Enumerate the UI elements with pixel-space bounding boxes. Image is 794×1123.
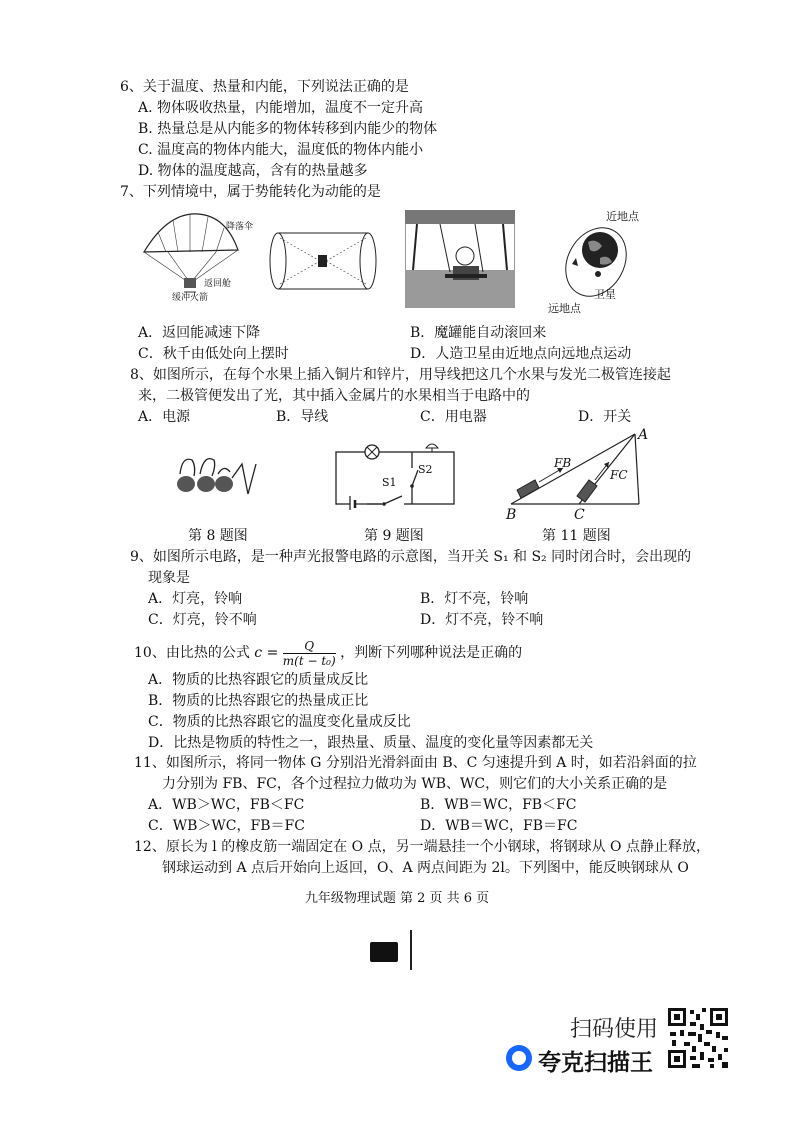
specific-heat-formula [283,639,336,668]
q6-option-d: D. 物体的温度越高，含有的热量越多 [138,163,368,179]
magic-can-figure [268,230,378,292]
scan-artifact-block [370,942,398,962]
q9-stem-line2: 现象是 [148,570,190,586]
label-point-c: C [574,507,585,523]
label-capsule: 返回舱 [204,279,232,289]
label-satellite: 卫星 [594,288,616,301]
q9-option-d: D．灯不亮，铃不响 [420,612,544,628]
label-point-a: A [638,427,649,443]
caption-fig9: 第 9 题图 [364,528,424,544]
q9-option-c: C．灯亮，铃不响 [148,612,257,628]
label-force-fb: FB [554,456,572,470]
scan-use-label: 扫码使用 [570,1017,659,1042]
q10-option-b: B．物质的比热容跟它的热量成正比 [148,693,369,709]
q9-option-b: B．灯不亮，铃响 [420,591,529,607]
scanner-brand: 夸克扫描王 [538,1050,653,1076]
q10-stem [134,636,522,670]
scan-artifact-line [410,930,412,970]
formula-numerator: Q [283,639,336,654]
quark-logo-icon [506,1045,532,1071]
q8-option-d: D．开关 [578,409,632,425]
label-rocket: 缓冲火箭 [172,293,209,303]
q6-option-c: C. 温度高的物体内能大，温度低的物体内能小 [138,142,424,158]
label-perigee: 近地点 [606,210,639,223]
swing-figure [405,210,515,308]
q7-option-a: A．返回能减速下降 [138,325,261,341]
q6-option-a: A. 物体吸收热量，内能增加，温度不一定升高 [138,100,424,116]
q9-option-a: A．灯亮，铃响 [148,591,243,607]
formula-lhs: c = [254,645,279,661]
q7-option-c: C．秋千由低处向上摆时 [138,346,289,362]
q12-stem-line1: 12、原长为 l 的橡皮筋一端固定在 O 点，另一端悬挂一个小钢球，将钢球从 O 点静止释放， [134,839,710,855]
q10-option-c: C．物质的比热容跟它的温度变化量成反比 [148,714,411,730]
label-force-fc: FC [610,468,628,482]
q10-option-d: D．比热是物质的特性之一，跟热量、质量、温度的变化量等因素都无关 [148,735,594,751]
q11-option-b: B．WB＝WC，FB＜FC [420,797,577,813]
q7-option-b: B．魔罐能自动滚回来 [410,325,547,341]
q10-option-a: A．物质的比热容跟它的质量成反比 [148,672,369,688]
q11-stem-line1: 11、如图所示，将同一物体 G 分别沿光滑斜面由 B、C 匀速提升到 A 时，如若沿斜面的拉 [134,755,697,771]
q8-option-c: C．用电器 [420,409,487,425]
q8-option-a: A．电源 [138,409,191,425]
q7-stem: 7、下列情境中，属于势能转化为动能的是 [120,184,381,200]
q10-stem-pre: 10、由比热的公式 [134,645,250,661]
qr-code-icon [666,1006,730,1070]
label-s1: S1 [382,476,397,489]
q11-stem-line2: 力分别为 FB、FC，各个过程拉力做功为 WB、WC，则它们的大小关系正确的是 [162,776,668,792]
q7-option-d: D．人造卫星由近地点向远地点运动 [410,346,632,362]
label-parachute: 降落伞 [226,222,254,232]
page-footer: 九年级物理试题 第 2 页 共 6 页 [304,891,490,906]
label-s2: S2 [418,463,433,476]
caption-fig8: 第 8 题图 [188,528,248,544]
q11-option-a: A．WB＞WC，FB＜FC [148,797,305,813]
q11-option-d: D．WB＝WC，FB＝FC [420,818,578,834]
q8-stem-line2: 来，二极管便发出了光，其中插入金属片的水果相当于电路中的 [138,388,530,404]
q11-option-c: C．WB＞WC，FB＝FC [148,818,305,834]
q8-option-b: B．导线 [276,409,329,425]
label-point-b: B [506,507,517,523]
formula-denominator: m(t − t₀) [282,653,336,668]
label-apogee: 远地点 [548,302,581,315]
q8-stem-line1: 8、如图所示，在每个水果上插入铜片和锌片，用导线把这几个水果与发光二极管连接起 [130,367,671,383]
q9-stem-line1: 9、如图所示电路，是一种声光报警电路的示意图，当开关 S₁ 和 S₂ 同时闭合时，会出现的 [130,549,692,565]
q10-stem-post: ，判断下列哪种说法是正确的 [340,645,523,661]
fruit-battery-figure [168,450,262,500]
q6-stem: 6、关于温度、热量和内能，下列说法正确的是 [120,79,409,95]
q12-stem-line2: 钢球运动到 A 点后开始向上返回，O、A 两点间距为 2l。下列图中，能反映钢球从 O [162,860,689,876]
caption-fig11: 第 11 题图 [542,528,611,544]
q6-option-b: B. 热量总是从内能多的物体转移到内能少的物体 [138,121,438,137]
